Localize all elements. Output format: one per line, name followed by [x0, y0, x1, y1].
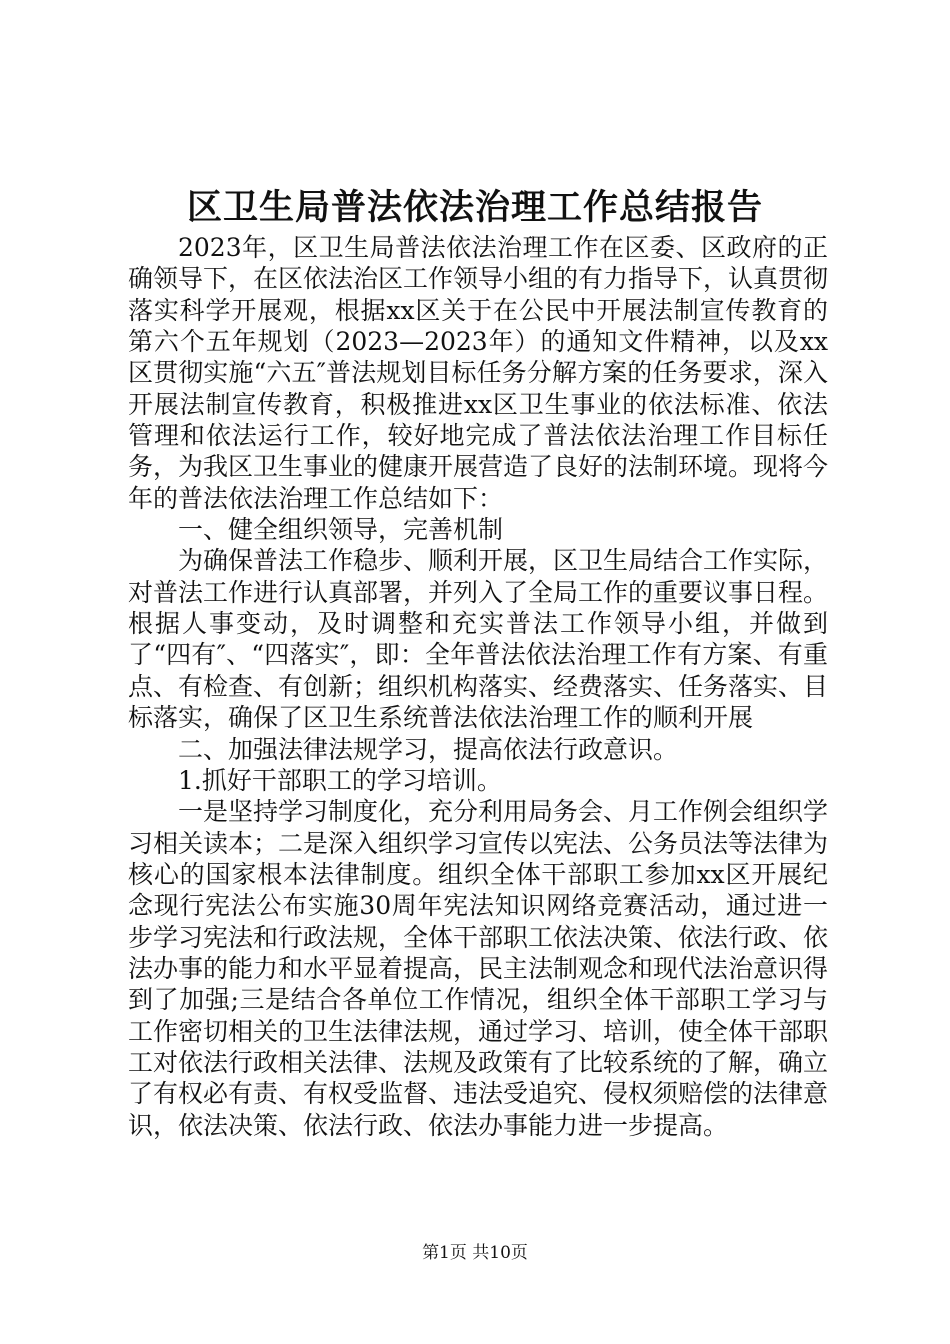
- page-footer: 第1页 共10页: [422, 1243, 528, 1263]
- section-heading-1: 一、健全组织领导，完善机制: [178, 515, 504, 545]
- document-title: 区卫生局普法依法治理工作总结报告: [186, 187, 763, 228]
- intro-paragraph: 2023年，区卫生局普法依法治理工作在区委、区政府的正确领导下，在区依法治区工作领导小组的有力指导下，认真贯彻落实科学开展观，根据xx区关于在公民中开展法制宣传教育的第六个五年规划（2023—2023年）的通知文件精神，以及xx区贯彻实施“六五″普法规划目标任务分解方案的任务要求，深入开展法制宣传教育，积极推进xx区卫生事业的依法标准、依法管理和依法运行工作，较好地完成了普法依法治理工作目标任务，为我区卫生事业的健康开展营造了良好的法制环境。现将今年的普法依法治理工作总结如下：: [128, 233, 829, 513]
- section-heading-2: 二、加强法律法规学习，提高依法行政意识。: [178, 734, 679, 764]
- section-1-paragraph: 为确保普法工作稳步、顺利开展，区卫生局结合工作实际，对普法工作进行认真部署，并列入了全局工作的重要议事日程。根据人事变动，及时调整和充实普法工作领导小组，并做到了“四有″、“四落实″，即：全年普法依法治理工作有方案、有重点、有检查、有创新；组织机构落实、经费落实、任务落实、目标落实，确保了区卫生系统普法依法治理工作的顺利开展: [128, 546, 829, 733]
- subsection-heading-2-1: 1.抓好干部职工的学习培训。: [178, 765, 502, 795]
- subsection-2-1-paragraph: 一是坚持学习制度化，充分利用局务会、月工作例会组织学习相关读本；二是深入组织学习宣传以宪法、公务员法等法律为核心的国家根本法律制度。组织全体干部职工参加xx区开展纪念现行宪法公布实施30周年宪法知识网络竞赛活动，通过进一步学习宪法和行政法规，全体干部职工依法决策、依法行政、依法办事的能力和水平显着提高，民主法制观念和现代法治意识得到了加强;三是结合各单位工作情况，组织全体干部职工学习与工作密切相关的卫生法律法规，通过学习、培训，使全体干部职工对依法行政相关法律、法规及政策有了比较系统的了解，确立了有权必有责、有权受监督、违法受追究、侵权须赔偿的法律意识，依法决策、依法行政、依法办事能力进一步提高。: [128, 797, 829, 1140]
- document-body: [128, 232, 828, 1141]
